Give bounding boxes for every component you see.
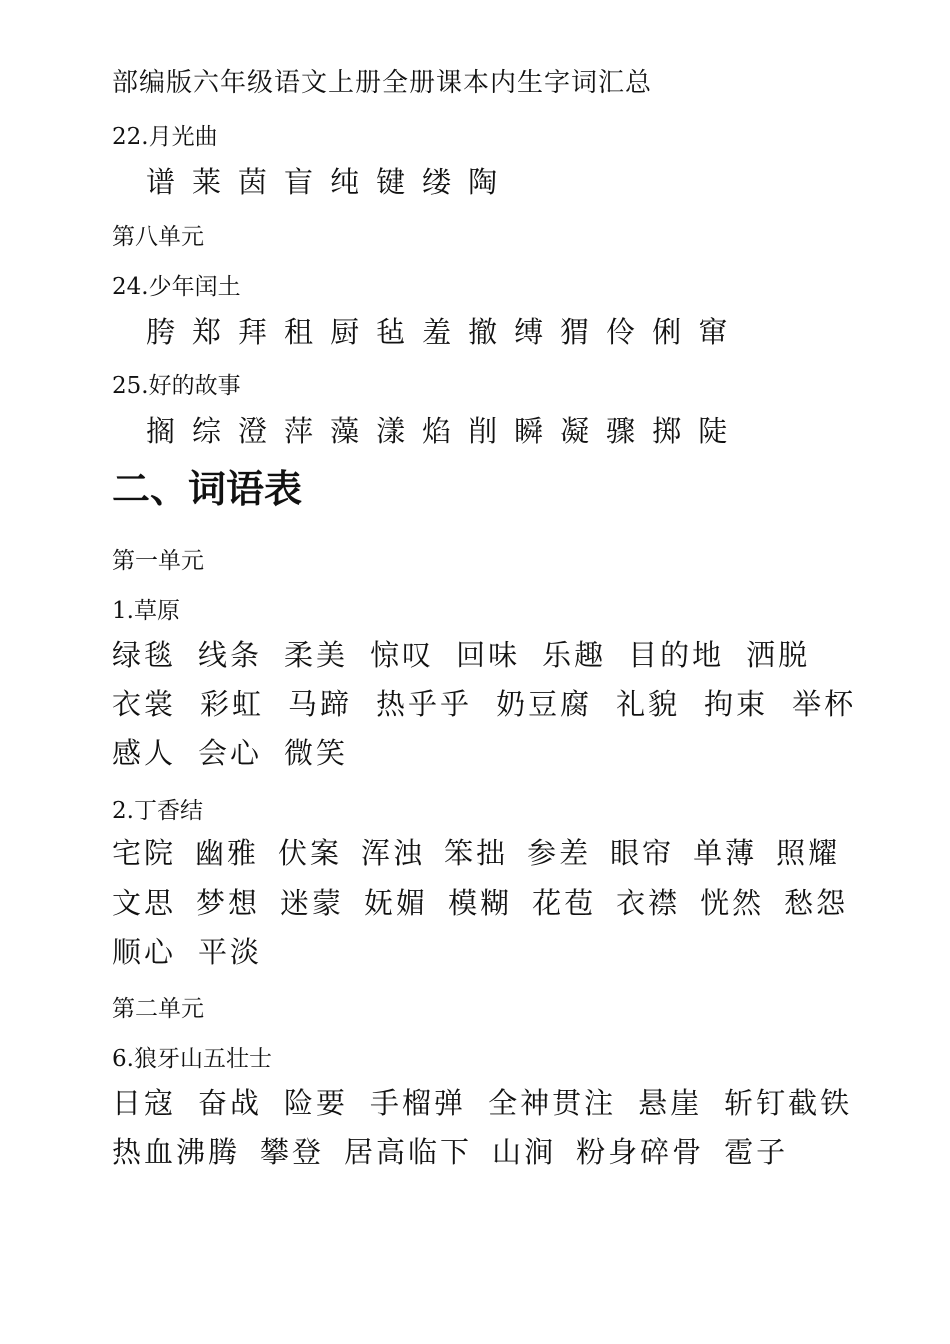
vocab-word: 悬崖 [638, 1086, 703, 1120]
vocab-word: 恍然 [700, 886, 765, 920]
vocab-char: 陶 [468, 165, 498, 199]
word-row [112, 930, 262, 971]
word-row [112, 1081, 852, 1122]
vocab-word: 愁怨 [784, 886, 849, 920]
vocab-word: 线条 [198, 638, 263, 672]
vocab-word: 攀登 [260, 1135, 325, 1169]
unit-heading: 第二单元 [112, 996, 204, 1022]
char-row [146, 310, 727, 351]
vocab-word: 眼帘 [610, 836, 675, 870]
vocab-char: 键 [376, 165, 406, 199]
vocab-word: 乐趣 [542, 638, 607, 672]
vocab-char: 厨 [330, 315, 360, 349]
vocab-char: 瞬 [514, 414, 544, 448]
vocab-word: 礼貌 [616, 687, 681, 721]
vocab-char: 俐 [652, 315, 682, 349]
vocab-word: 会心 [198, 736, 263, 770]
vocab-char: 谱 [146, 165, 176, 199]
word-row [112, 1130, 788, 1171]
vocab-word: 奶豆腐 [496, 687, 593, 721]
char-row [146, 160, 497, 201]
vocab-char: 窜 [698, 315, 728, 349]
vocab-word: 文思 [112, 886, 177, 920]
vocab-char: 澄 [238, 414, 268, 448]
section-heading: 二、词语表 [112, 467, 303, 511]
lesson-heading: 25.好的故事 [112, 373, 241, 399]
vocab-word: 洒脱 [746, 638, 811, 672]
vocab-word: 拘束 [704, 687, 769, 721]
vocab-word: 衣裳 [112, 687, 177, 721]
vocab-word: 模糊 [448, 886, 513, 920]
vocab-word: 举杯 [792, 687, 857, 721]
vocab-word: 绿毯 [112, 638, 177, 672]
unit-heading: 第一单元 [112, 548, 204, 574]
lesson-heading: 2.丁香结 [112, 798, 203, 824]
vocab-word: 居高临下 [344, 1135, 473, 1169]
vocab-word: 浑浊 [361, 836, 426, 870]
vocab-char: 掷 [652, 414, 682, 448]
vocab-word: 平淡 [198, 935, 263, 969]
vocab-char: 茵 [238, 165, 268, 199]
vocab-word: 热乎乎 [376, 687, 473, 721]
document-title: 部编版六年级语文上册全册课本内生字词汇总 [112, 68, 653, 98]
vocab-char: 漾 [376, 414, 406, 448]
vocab-word: 手榴弹 [370, 1086, 467, 1120]
vocab-word: 照耀 [776, 836, 841, 870]
vocab-word: 奋战 [198, 1086, 263, 1120]
vocab-word: 热血沸腾 [112, 1135, 241, 1169]
vocab-word: 梦想 [196, 886, 261, 920]
vocab-word: 单薄 [693, 836, 758, 870]
vocab-word: 马蹄 [288, 687, 353, 721]
vocab-word: 笨拙 [444, 836, 509, 870]
vocab-char: 综 [192, 414, 222, 448]
vocab-char: 萍 [284, 414, 314, 448]
vocab-word: 衣襟 [616, 886, 681, 920]
vocab-word: 妩媚 [364, 886, 429, 920]
vocab-word: 回味 [456, 638, 521, 672]
vocab-char: 羞 [422, 315, 452, 349]
vocab-word: 幽雅 [195, 836, 260, 870]
vocab-char: 焰 [422, 414, 452, 448]
vocab-word: 雹子 [724, 1135, 789, 1169]
lesson-heading: 1.草原 [112, 598, 180, 624]
lesson-heading: 6.狼牙山五壮士 [112, 1046, 272, 1072]
vocab-char: 搁 [146, 414, 176, 448]
vocab-char: 拜 [238, 315, 268, 349]
word-row [112, 731, 348, 772]
vocab-char: 缚 [514, 315, 544, 349]
vocab-word: 伏案 [278, 836, 343, 870]
unit-heading: 第八单元 [112, 224, 204, 250]
vocab-word: 全神贯注 [488, 1086, 617, 1120]
vocab-word: 山涧 [492, 1135, 557, 1169]
vocab-char: 削 [468, 414, 498, 448]
vocab-char: 盲 [284, 165, 314, 199]
vocab-char: 撤 [468, 315, 498, 349]
word-row [112, 682, 856, 723]
vocab-char: 缕 [422, 165, 452, 199]
vocab-word: 顺心 [112, 935, 177, 969]
vocab-char: 莱 [192, 165, 222, 199]
vocab-word: 柔美 [284, 638, 349, 672]
word-row [112, 831, 840, 872]
vocab-word: 目的地 [628, 638, 725, 672]
vocab-word: 粉身碎骨 [576, 1135, 705, 1169]
vocab-char: 骤 [606, 414, 636, 448]
vocab-word: 花苞 [532, 886, 597, 920]
vocab-word: 日寇 [112, 1086, 177, 1120]
vocab-word: 险要 [284, 1086, 349, 1120]
vocab-char: 陡 [698, 414, 728, 448]
vocab-word: 微笑 [284, 736, 349, 770]
vocab-char: 伶 [606, 315, 636, 349]
vocab-word: 感人 [112, 736, 177, 770]
vocab-char: 纯 [330, 165, 360, 199]
vocab-char: 藻 [330, 414, 360, 448]
vocab-word: 彩虹 [200, 687, 265, 721]
vocab-word: 迷蒙 [280, 886, 345, 920]
char-row [146, 409, 727, 450]
vocab-word: 宅院 [112, 836, 177, 870]
vocab-word: 惊叹 [370, 638, 435, 672]
vocab-char: 凝 [560, 414, 590, 448]
word-row [112, 881, 848, 922]
word-row [112, 633, 810, 674]
lesson-heading: 24.少年闰土 [112, 274, 241, 300]
vocab-char: 毡 [376, 315, 406, 349]
vocab-char: 郑 [192, 315, 222, 349]
vocab-char: 胯 [146, 315, 176, 349]
vocab-char: 租 [284, 315, 314, 349]
vocab-word: 斩钉截铁 [724, 1086, 853, 1120]
vocab-char: 猬 [560, 315, 590, 349]
vocab-word: 参差 [527, 836, 592, 870]
lesson-heading: 22.月光曲 [112, 124, 218, 150]
